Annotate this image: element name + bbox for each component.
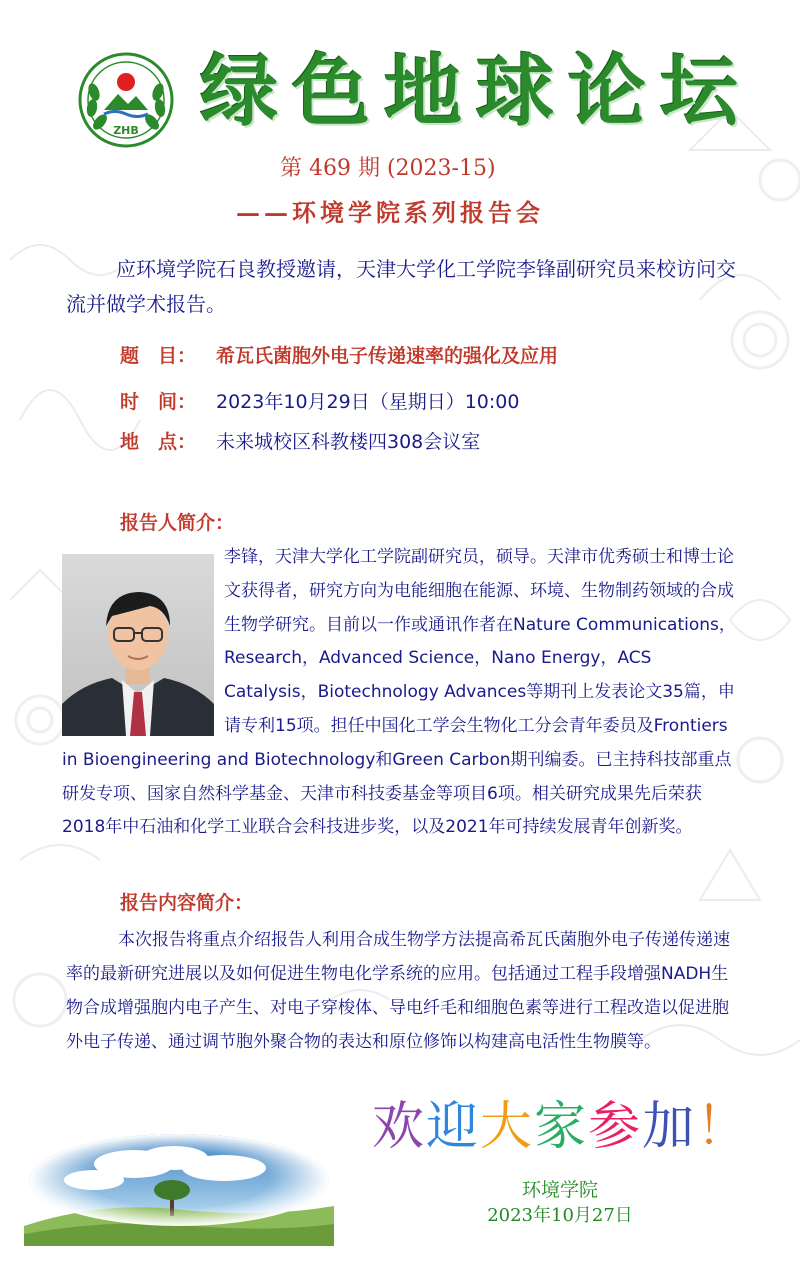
speaker-bio-text: 李锋，天津大学化工学院副研究员，硕导。天津市优秀硕士和博士论文获得者，研究方向为电能细胞在能源、环境、生物制药领域的合成生物学研究。目前以一作或通讯作者在Nature Communications，Research，Advanced Science，Nano Energy，ACS Catalysis，Biotechnology Advances等期刊上发表论文35篇，申请专利15项。担任中国化工学会生物化工分会青年委员及Frontiers in Bioengineering and Biotechnology和Green Carbon期刊编委。已主持科技部重点研发专项、国家自然科学基金、天津市科技委基金等项目6项。相关研究成果先后荣获2018年中石油和化学工业联合会科技进步奖，以及2021年可持续发展青年创新奖。 <box>62 547 736 838</box>
landscape-illustration <box>24 1130 334 1246</box>
place-value: 未来城校区科教楼四308会议室 <box>216 431 481 453</box>
place-label: 地 点： <box>120 431 197 453</box>
topic-value: 希瓦氏菌胞外电子传递速率的强化及应用 <box>216 345 559 367</box>
welcome-char-2: 迎 <box>426 1097 481 1157</box>
footer-organization: 环境学院 <box>521 1179 598 1201</box>
zhb-logo <box>78 52 174 148</box>
time-row <box>120 386 760 418</box>
time-value: 2023年10月29日（星期日）10:00 <box>216 391 520 413</box>
welcome-char-5: 参 <box>588 1097 643 1157</box>
report-content: 本次报告将重点介绍报告人利用合成生物学方法提高希瓦氏菌胞外电子传递传递速率的最新研究进展以及如何促进生物电化学系统的应用。包括通过工程手段增强NADH生物合成增强胞内电子产生、对电子穿梭体、导电纤毛和细胞色素等进行工程改造以促进胞外电子传递、通过调节胞外聚合物的表达和原位修饰以构建高电活性生物膜等。 <box>66 930 730 1052</box>
welcome-char-3: 大 <box>480 1097 535 1157</box>
welcome-char-1: 欢 <box>372 1097 427 1157</box>
speaker-heading: 报告人简介： <box>120 512 235 534</box>
welcome-char-4: 家 <box>534 1097 589 1157</box>
topic-label: 题 目： <box>120 345 197 367</box>
series-subtitle: ——环境学院系列报告会 <box>236 198 544 227</box>
forum-title: 绿色地球论坛 <box>200 46 753 137</box>
footer-date: 2023年10月27日 <box>487 1205 633 1226</box>
speaker-bio <box>62 541 742 845</box>
photo-space <box>62 541 224 741</box>
logo-text: ZHB <box>113 124 139 137</box>
invitation-paragraph: 应环境学院石良教授邀请，天津大学化工学院李锋副研究员来校访问交流并做学术报告。 <box>66 257 736 316</box>
time-label: 时 间： <box>120 391 197 413</box>
topic-row <box>120 340 760 372</box>
issue-number: 第 469 期 (2023-15) <box>280 156 496 181</box>
welcome-banner <box>372 1092 772 1162</box>
welcome-char-7: ！ <box>696 1097 751 1157</box>
welcome-char-6: 加 <box>642 1097 697 1157</box>
place-row <box>120 426 760 458</box>
report-heading: 报告内容简介： <box>120 892 254 914</box>
